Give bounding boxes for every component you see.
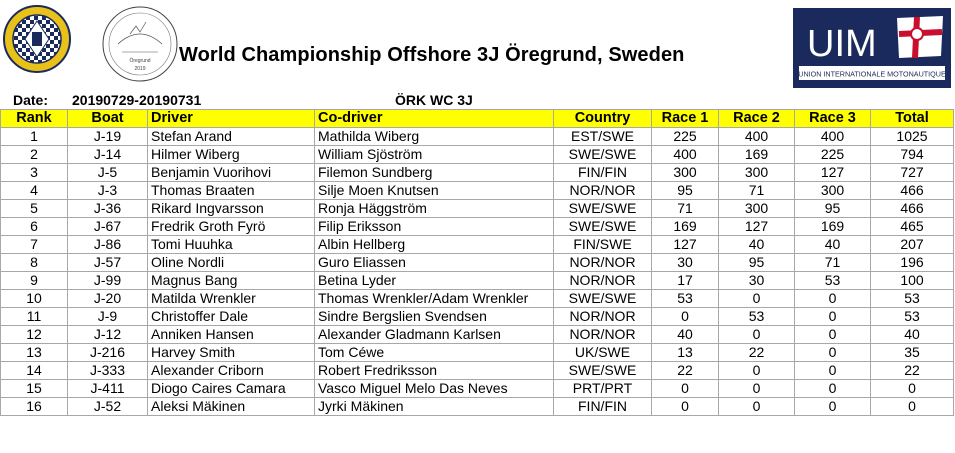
rank-cell: 10: [1, 290, 68, 308]
table-header-row: [1, 110, 954, 128]
race3-cell: 0: [795, 398, 871, 416]
race1-cell: 95: [652, 182, 719, 200]
driver-cell: Benjamin Vuorihovi: [148, 164, 315, 182]
race1-cell: 13: [652, 344, 719, 362]
table-row: [1, 182, 954, 200]
race3-cell: 0: [795, 344, 871, 362]
race1-cell: 71: [652, 200, 719, 218]
boat-cell: J-36: [68, 200, 148, 218]
driver-cell: Matilda Wrenkler: [148, 290, 315, 308]
driver-cell: Oline Nordli: [148, 254, 315, 272]
boat-cell: J-86: [68, 236, 148, 254]
country-cell: NOR/NOR: [554, 272, 652, 290]
event-stamp-logo: [100, 4, 180, 84]
total-cell: 100: [871, 272, 954, 290]
table-row: [1, 380, 954, 398]
race3-cell: 0: [795, 380, 871, 398]
country-cell: NOR/NOR: [554, 308, 652, 326]
col-header-race1: Race 1: [652, 110, 719, 128]
total-cell: 0: [871, 398, 954, 416]
rank-cell: 8: [1, 254, 68, 272]
race2-cell: 0: [719, 380, 795, 398]
race2-cell: 300: [719, 164, 795, 182]
country-cell: FIN/FIN: [554, 164, 652, 182]
rank-cell: 5: [1, 200, 68, 218]
rank-cell: 14: [1, 362, 68, 380]
boat-cell: J-20: [68, 290, 148, 308]
race3-cell: 95: [795, 200, 871, 218]
codriver-cell: Thomas Wrenkler/Adam Wrenkler: [315, 290, 554, 308]
codriver-cell: Sindre Bergslien Svendsen: [315, 308, 554, 326]
driver-cell: Anniken Hansen: [148, 326, 315, 344]
page-title: World Championship Offshore 3J Öregrund, Sweden: [179, 44, 685, 66]
race3-cell: 400: [795, 128, 871, 146]
rank-cell: 2: [1, 146, 68, 164]
race2-cell: 30: [719, 272, 795, 290]
driver-cell: Tomi Huuhka: [148, 236, 315, 254]
race2-cell: 0: [719, 398, 795, 416]
total-cell: 465: [871, 218, 954, 236]
boat-cell: J-12: [68, 326, 148, 344]
race1-cell: 0: [652, 380, 719, 398]
race3-cell: 127: [795, 164, 871, 182]
table-row: [1, 362, 954, 380]
codriver-cell: William Sjöström: [315, 146, 554, 164]
codriver-cell: Filip Eriksson: [315, 218, 554, 236]
country-cell: FIN/SWE: [554, 236, 652, 254]
race2-cell: 40: [719, 236, 795, 254]
table-row: [1, 272, 954, 290]
race3-cell: 71: [795, 254, 871, 272]
race2-cell: 0: [719, 362, 795, 380]
race3-cell: 0: [795, 362, 871, 380]
driver-cell: Thomas Braaten: [148, 182, 315, 200]
table-row: [1, 326, 954, 344]
boat-cell: J-52: [68, 398, 148, 416]
codriver-cell: Jyrki Mäkinen: [315, 398, 554, 416]
total-cell: 196: [871, 254, 954, 272]
race1-cell: 300: [652, 164, 719, 182]
race3-cell: 40: [795, 236, 871, 254]
col-header-race3: Race 3: [795, 110, 871, 128]
race2-cell: 169: [719, 146, 795, 164]
driver-cell: Fredrik Groth Fyrö: [148, 218, 315, 236]
race3-cell: 225: [795, 146, 871, 164]
total-cell: 53: [871, 290, 954, 308]
date-label: Date:: [13, 92, 49, 108]
codriver-cell: Alexander Gladmann Karlsen: [315, 326, 554, 344]
codriver-cell: Filemon Sundberg: [315, 164, 554, 182]
table-row: [1, 344, 954, 362]
table-row: [1, 398, 954, 416]
boat-cell: J-411: [68, 380, 148, 398]
boat-cell: J-57: [68, 254, 148, 272]
race2-cell: 300: [719, 200, 795, 218]
boat-cell: J-216: [68, 344, 148, 362]
total-cell: 22: [871, 362, 954, 380]
race3-cell: 300: [795, 182, 871, 200]
rank-cell: 11: [1, 308, 68, 326]
table-row: [1, 128, 954, 146]
race2-cell: 127: [719, 218, 795, 236]
table-row: [1, 308, 954, 326]
boat-cell: J-5: [68, 164, 148, 182]
col-header-country: Country: [554, 110, 652, 128]
col-header-boat: Boat: [68, 110, 148, 128]
race1-cell: 400: [652, 146, 719, 164]
codriver-cell: Silje Moen Knutsen: [315, 182, 554, 200]
table-row: [1, 236, 954, 254]
driver-cell: Stefan Arand: [148, 128, 315, 146]
codriver-cell: Mathilda Wiberg: [315, 128, 554, 146]
driver-cell: Aleksi Mäkinen: [148, 398, 315, 416]
total-cell: 40: [871, 326, 954, 344]
rank-cell: 6: [1, 218, 68, 236]
svg-text:UNION INTERNATIONALE MOTONAUTI: UNION INTERNATIONALE MOTONAUTIQUE: [798, 69, 946, 79]
race3-cell: 0: [795, 326, 871, 344]
table-row: [1, 254, 954, 272]
table-row: [1, 290, 954, 308]
race2-cell: 0: [719, 290, 795, 308]
uim-logo: [793, 8, 951, 88]
col-header-driver: Driver: [148, 110, 315, 128]
table-row: [1, 164, 954, 182]
race2-cell: 400: [719, 128, 795, 146]
svg-text:UIM: UIM: [807, 23, 877, 65]
svg-text:Öregrund: Öregrund: [129, 58, 151, 64]
country-cell: NOR/NOR: [554, 326, 652, 344]
boat-cell: J-333: [68, 362, 148, 380]
codriver-cell: Guro Eliassen: [315, 254, 554, 272]
race2-cell: 53: [719, 308, 795, 326]
race1-cell: 169: [652, 218, 719, 236]
total-cell: 53: [871, 308, 954, 326]
country-cell: FIN/FIN: [554, 398, 652, 416]
driver-cell: Alexander Criborn: [148, 362, 315, 380]
race2-cell: 95: [719, 254, 795, 272]
driver-cell: Harvey Smith: [148, 344, 315, 362]
col-header-total: Total: [871, 110, 954, 128]
race2-cell: 0: [719, 326, 795, 344]
race2-cell: 22: [719, 344, 795, 362]
col-header-rank: Rank: [1, 110, 68, 128]
race1-cell: 127: [652, 236, 719, 254]
table-row: [1, 200, 954, 218]
rank-cell: 16: [1, 398, 68, 416]
country-cell: SWE/SWE: [554, 218, 652, 236]
total-cell: 1025: [871, 128, 954, 146]
country-cell: NOR/NOR: [554, 254, 652, 272]
rank-cell: 15: [1, 380, 68, 398]
country-cell: SWE/SWE: [554, 146, 652, 164]
total-cell: 794: [871, 146, 954, 164]
driver-cell: Christoffer Dale: [148, 308, 315, 326]
country-cell: SWE/SWE: [554, 362, 652, 380]
rank-cell: 7: [1, 236, 68, 254]
race1-cell: 22: [652, 362, 719, 380]
rank-cell: 12: [1, 326, 68, 344]
country-cell: NOR/NOR: [554, 182, 652, 200]
codriver-cell: Vasco Miguel Melo Das Neves: [315, 380, 554, 398]
total-cell: 727: [871, 164, 954, 182]
country-cell: PRT/PRT: [554, 380, 652, 398]
codriver-cell: Albin Hellberg: [315, 236, 554, 254]
codriver-cell: Ronja Häggström: [315, 200, 554, 218]
race1-cell: 0: [652, 398, 719, 416]
race1-cell: 17: [652, 272, 719, 290]
driver-cell: Hilmer Wiberg: [148, 146, 315, 164]
codriver-cell: Betina Lyder: [315, 272, 554, 290]
event-code: ÖRK WC 3J: [395, 92, 473, 108]
boat-cell: J-19: [68, 128, 148, 146]
race3-cell: 0: [795, 308, 871, 326]
country-cell: UK/SWE: [554, 344, 652, 362]
total-cell: 207: [871, 236, 954, 254]
codriver-cell: Robert Fredriksson: [315, 362, 554, 380]
boat-cell: J-67: [68, 218, 148, 236]
col-header-race2: Race 2: [719, 110, 795, 128]
total-cell: 466: [871, 200, 954, 218]
codriver-cell: Tom Céwe: [315, 344, 554, 362]
race1-cell: 40: [652, 326, 719, 344]
total-cell: 0: [871, 380, 954, 398]
table-row: [1, 218, 954, 236]
rank-cell: 9: [1, 272, 68, 290]
country-cell: SWE/SWE: [554, 290, 652, 308]
race2-cell: 71: [719, 182, 795, 200]
rank-cell: 3: [1, 164, 68, 182]
driver-cell: Magnus Bang: [148, 272, 315, 290]
race3-cell: 169: [795, 218, 871, 236]
race3-cell: 0: [795, 290, 871, 308]
driver-cell: Rikard Ingvarsson: [148, 200, 315, 218]
club-emblem-logo: [2, 4, 72, 74]
race1-cell: 30: [652, 254, 719, 272]
driver-cell: Diogo Caires Camara: [148, 380, 315, 398]
table-row: [1, 146, 954, 164]
boat-cell: J-14: [68, 146, 148, 164]
race3-cell: 53: [795, 272, 871, 290]
rank-cell: 1: [1, 128, 68, 146]
race1-cell: 0: [652, 308, 719, 326]
rank-cell: 4: [1, 182, 68, 200]
date-value: 20190729-20190731: [72, 92, 202, 108]
results-table: [0, 109, 954, 416]
total-cell: 466: [871, 182, 954, 200]
boat-cell: J-9: [68, 308, 148, 326]
boat-cell: J-99: [68, 272, 148, 290]
race1-cell: 53: [652, 290, 719, 308]
country-cell: EST/SWE: [554, 128, 652, 146]
svg-text:2019: 2019: [134, 66, 146, 72]
col-header-codriver: Co-driver: [315, 110, 554, 128]
race1-cell: 225: [652, 128, 719, 146]
country-cell: SWE/SWE: [554, 200, 652, 218]
boat-cell: J-3: [68, 182, 148, 200]
total-cell: 35: [871, 344, 954, 362]
rank-cell: 13: [1, 344, 68, 362]
